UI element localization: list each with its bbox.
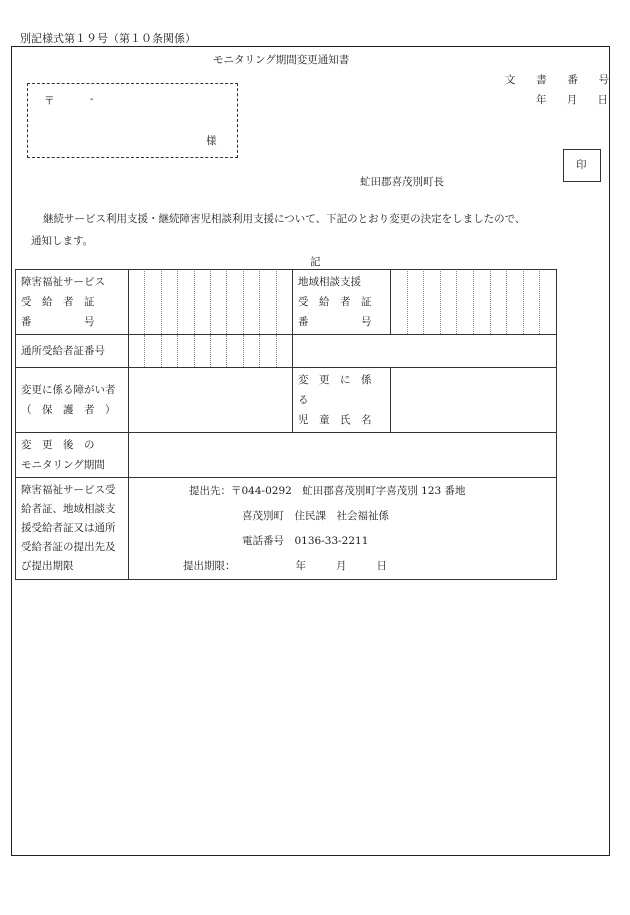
disabled-person-label: 変更に係る障がい者 （ 保 護 者 ） xyxy=(16,368,129,433)
deadline-month: 月 xyxy=(336,559,347,572)
issuer-name: 虻田郡喜茂別町長 xyxy=(360,176,444,188)
day-service-cert-number-field[interactable] xyxy=(129,335,293,368)
document-title: モニタリング期間変更通知書 xyxy=(213,54,350,66)
document-number-label: 文 書 番 号 xyxy=(505,74,609,86)
phone-number: 0136-33-2211 xyxy=(294,534,369,547)
body-text-line2: 通知します。 xyxy=(31,235,94,247)
welfare-service-cert-label: 障害福祉サービス 受 給 者 証 番 号 xyxy=(16,270,129,335)
notification-table xyxy=(15,269,557,580)
child-name-field[interactable] xyxy=(391,368,557,433)
postal-dash: - xyxy=(90,93,94,105)
deadline-year: 年 xyxy=(295,559,306,572)
table-row xyxy=(16,478,557,580)
community-support-cert-label: 地域相談支援 受 給 者 証 番 号 xyxy=(293,270,391,335)
disabled-person-name-field[interactable] xyxy=(129,368,293,433)
submit-to-address: 〒044-0292 虻田郡喜茂別町字喜茂別 123 番地 xyxy=(231,484,466,497)
body-text-line1: 継続サービス利用支援・継続障害児相談利用支援について、下記のとおり変更の決定をしましたので、 xyxy=(43,213,526,225)
postal-mark: 〒 xyxy=(44,95,55,107)
form-number: 別記様式第１９号（第１０条関係） xyxy=(20,32,196,45)
honorific-sama: 様 xyxy=(206,135,217,147)
table-row xyxy=(16,270,557,335)
deadline-day: 日 xyxy=(376,559,387,572)
table-row xyxy=(16,368,557,433)
child-name-label: 変 更 に 係 る 児 童 氏 名 xyxy=(293,368,391,433)
empty-cell xyxy=(293,335,557,368)
submission-info xyxy=(129,478,557,580)
monitoring-period-label: 変 更 後 の モニタリング期間 xyxy=(16,433,129,478)
ki-label: 記 xyxy=(310,256,321,268)
seal-label: 印 xyxy=(576,159,587,171)
welfare-service-cert-number-field[interactable] xyxy=(129,270,293,335)
table-row xyxy=(16,335,557,368)
day-service-cert-label: 通所受給者証番号 xyxy=(16,335,129,368)
community-support-cert-number-field[interactable] xyxy=(391,270,557,335)
monitoring-period-field[interactable] xyxy=(129,433,557,478)
phone-label: 電話番号 xyxy=(242,534,284,547)
submit-to-label: 提出先： xyxy=(189,484,231,497)
deadline-label: 提出期限： xyxy=(183,559,236,572)
submission-label: 障害福祉サービス受 給者証、地域相談支 援受給者証又は通所 受給者証の提出先及 び提出期限 xyxy=(16,478,129,580)
table-row xyxy=(16,433,557,478)
submit-to-dept: 喜茂別町 住民課 社会福祉係 xyxy=(242,509,389,522)
date-label: 年 月 日 xyxy=(536,94,608,106)
